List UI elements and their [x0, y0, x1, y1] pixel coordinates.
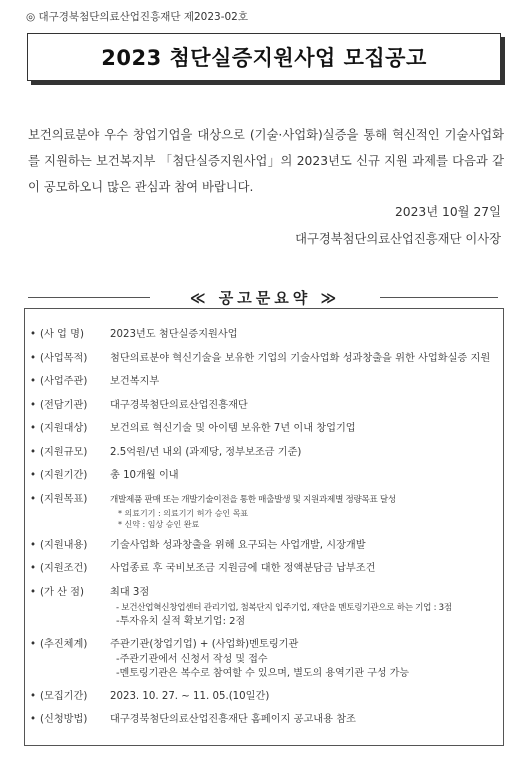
item-key: (추진체계) [40, 638, 88, 650]
issuing-organization: 대구경북첨단의료산업진흥재단 이사장 [295, 232, 501, 246]
heading-rule-right [380, 297, 498, 298]
item-value: 총 10개월 이내 [110, 470, 179, 481]
list-item [30, 690, 500, 704]
item-key: (지원기간) [40, 470, 88, 481]
list-item [30, 352, 500, 366]
item-key: (지원목표) [40, 493, 88, 505]
list-item [30, 713, 500, 727]
item-value: 2.5억원/년 내외 (과제당, 정부보조금 기준) [110, 446, 302, 458]
sub-note: * 의료기기 : 의료기기 허가 승인 목표 [118, 508, 249, 518]
bullet: • [30, 352, 37, 364]
list-item [30, 638, 500, 652]
bullet: • [30, 423, 37, 434]
list-item [30, 586, 500, 600]
list-item-group [30, 638, 500, 681]
bullet: • [30, 638, 37, 650]
bullet: • [30, 714, 37, 725]
sub-note: -투자유치 실적 확보기업: 2점 [116, 615, 246, 627]
list-item [30, 539, 500, 553]
summary-heading: ≪ 공고문요약 ≫ [150, 287, 380, 308]
list-item [30, 493, 500, 507]
bullet: • [30, 470, 37, 481]
item-value: 2023년도 첨단실증지원사업 [110, 329, 238, 340]
heading-rule-left [28, 297, 150, 298]
item-key: (지원규모) [40, 446, 88, 458]
item-key: (사업목적) [40, 352, 88, 364]
bullet: • [30, 690, 37, 702]
item-value: 기술사업화 성과창출을 위해 요구되는 사업개발, 시장개발 [110, 539, 366, 551]
list-item [30, 562, 500, 576]
bullet: • [30, 493, 37, 505]
notice-number: ◎ 대구경북첨단의료산업진흥재단 제2023-02호 [26, 11, 248, 23]
item-value: 개발제품 판매 또는 개발기술이전을 통한 매출발생 및 지원과제별 정량목표 달성 [110, 494, 396, 505]
item-value: 주관기관(창업기업) + (사업화)멘토링기관 [110, 638, 299, 650]
sub-note: -멘토링기관은 복수로 참여할 수 있으며, 별도의 용역기관 구성 가능 [116, 667, 410, 679]
item-key: (모집기간) [40, 690, 88, 702]
item-value: 보건복지부 [110, 376, 160, 387]
summary-list [30, 328, 500, 737]
sub-note: -주관기관에서 신청서 작성 및 접수 [116, 653, 268, 665]
item-key: (지원내용) [40, 539, 88, 551]
item-value: 대구경북첨단의료산업진흥재단 홈페이지 공고내용 참조 [110, 714, 356, 725]
bullet: • [30, 399, 37, 411]
bullet: • [30, 376, 37, 387]
item-value: 첨단의료분야 혁신기술을 보유한 기업의 기술사업화 성과창출을 위한 사업화실증 지원 [110, 352, 491, 364]
list-item [30, 422, 500, 436]
item-value: 보건의료 혁신기술 및 아이템 보유한 7년 이내 창업기업 [110, 423, 356, 434]
list-item [30, 446, 500, 460]
announcement-date: 2023년 10월 27일 [394, 205, 501, 219]
item-key: (전담기관) [40, 399, 88, 411]
intro-paragraph: 보건의료분야 우수 창업기업을 대상으로 (기술·사업화)실증을 통해 혁신적인 기술사업화를 지원하는 보건복지부 「첨단실증지원사업」의 2023년도 신규 지원 과제를 다음과 같이 공모하오니 많은 관심과 참여 바랍니다. [28, 128, 504, 194]
bullet: • [30, 586, 37, 598]
list-item [30, 375, 500, 389]
sub-note: - 보건산업혁신창업센터 관리기업, 첨복단지 입주기업, 재단을 멘토링기관으로 하는 기업 : 3점 [116, 602, 452, 613]
item-value: 사업종료 후 국비보조금 지원금에 대한 정액분담금 납부조건 [110, 563, 376, 574]
item-key: (사 업 명) [40, 329, 84, 340]
item-key: (지원조건) [40, 563, 88, 574]
bullet: • [30, 329, 37, 340]
list-item [30, 328, 500, 342]
item-key: (신청방법) [40, 714, 88, 725]
bullet: • [30, 563, 37, 574]
item-value: 대구경북첨단의료산업진흥재단 [110, 399, 248, 411]
list-item-group [30, 586, 500, 629]
list-item [30, 469, 500, 483]
title-box [27, 33, 501, 81]
bullet: • [30, 539, 37, 551]
list-item-group [30, 493, 500, 530]
sub-note: * 신약 : 임상 승인 완료 [118, 519, 200, 529]
item-value: 2023. 10. 27. ~ 11. 05.(10일간) [110, 690, 270, 702]
bullet: • [30, 446, 37, 458]
item-value: 최대 3점 [110, 586, 150, 598]
item-key: (지원대상) [40, 423, 88, 434]
page-title: 2023 첨단실증지원사업 모집공고 [101, 46, 427, 70]
list-item [30, 399, 500, 413]
item-key: (사업주관) [40, 376, 88, 387]
item-key: (가 산 점) [40, 586, 84, 598]
